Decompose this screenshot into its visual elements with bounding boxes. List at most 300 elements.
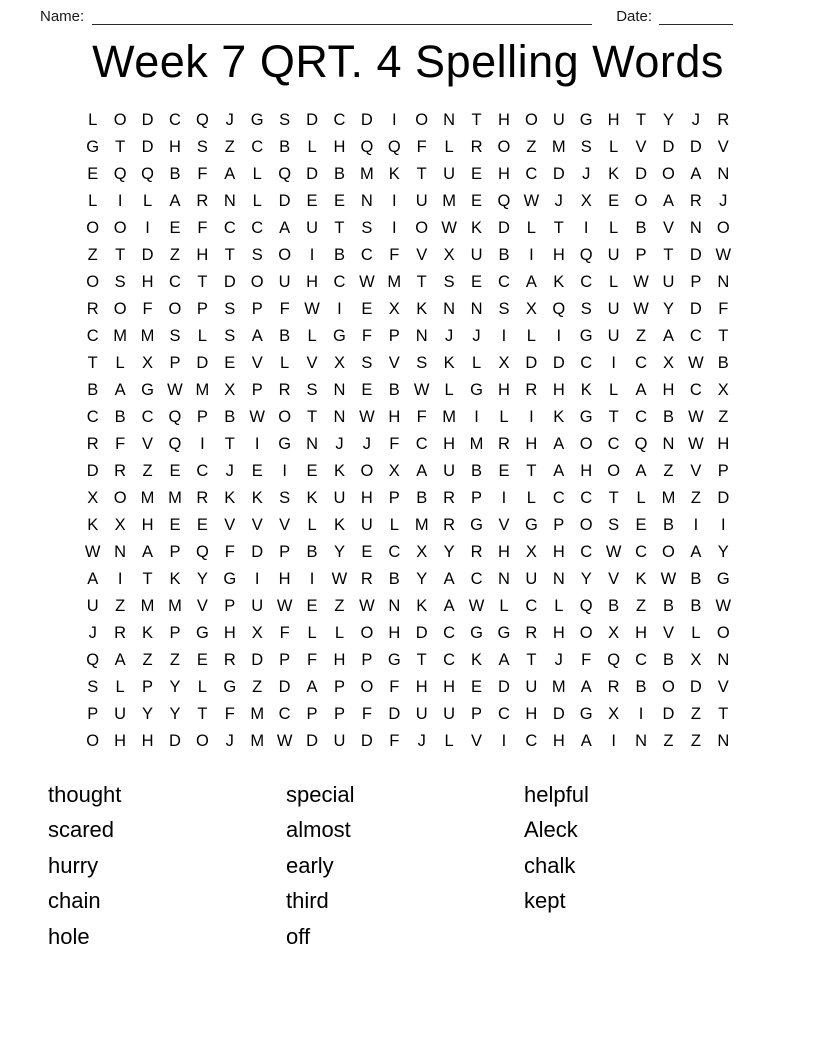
page-title: Week 7 QRT. 4 Spelling Words [92, 36, 724, 87]
grid-cell: A [443, 569, 455, 588]
grid-cell: C [689, 380, 702, 399]
grid-cell: J [225, 110, 234, 129]
grid-cell: P [142, 677, 154, 696]
grid-cell: P [471, 488, 483, 507]
grid-cell: L [252, 191, 262, 210]
grid-cell: L [554, 596, 564, 615]
grid-cell: D [635, 164, 647, 183]
grid-cell: O [278, 245, 292, 264]
grid-cell: O [168, 299, 182, 318]
grid-cell: Z [142, 461, 153, 480]
grid-cell: A [635, 461, 647, 480]
grid-cell: E [87, 164, 99, 183]
grid-cell: S [361, 353, 373, 372]
grid-cell: O [579, 623, 593, 642]
grid-cell: S [306, 380, 318, 399]
grid-cell: C [607, 434, 620, 453]
grid-cell: S [251, 245, 263, 264]
grid-cell: Q [360, 137, 374, 156]
grid-cell: H [662, 380, 675, 399]
grid-cell: L [636, 488, 646, 507]
grid-cell: B [388, 569, 400, 588]
word-list-item: kept [524, 888, 566, 914]
grid-cell: F [389, 245, 400, 264]
grid-cell: D [251, 650, 264, 669]
grid-cell: C [580, 488, 593, 507]
grid-cell: N [717, 164, 730, 183]
grid-cell: D [525, 353, 538, 372]
grid-cell: S [361, 218, 373, 237]
grid-cell: E [333, 191, 345, 210]
grid-cell: R [114, 623, 127, 642]
grid-cell: L [307, 137, 317, 156]
grid-cell: U [415, 191, 428, 210]
grid-cell: O [360, 623, 374, 642]
grid-cell: T [526, 461, 537, 480]
grid-cell: R [360, 569, 373, 588]
grid-cell: A [416, 461, 428, 480]
grid-cell: R [607, 677, 620, 696]
grid-cell: C [552, 488, 565, 507]
grid-cell: M [140, 326, 155, 345]
grid-cell: I [254, 569, 260, 588]
grid-cell: S [224, 326, 236, 345]
grid-cell: H [141, 272, 154, 291]
grid-cell: J [691, 110, 700, 129]
grid-cell: L [526, 488, 536, 507]
word-list-column [286, 777, 524, 955]
grid-cell: H [497, 380, 510, 399]
grid-cell: O [607, 461, 621, 480]
grid-cell: Z [142, 650, 153, 669]
grid-cell: V [279, 515, 291, 534]
grid-cell: U [443, 164, 456, 183]
grid-cell: U [360, 515, 373, 534]
grid-cell: H [525, 434, 538, 453]
grid-cell: U [662, 272, 675, 291]
grid-cell: O [579, 434, 593, 453]
grid-cell: Q [86, 650, 100, 669]
grid-cell: D [306, 164, 318, 183]
grid-cell: B [662, 596, 674, 615]
grid-cell: X [416, 542, 428, 561]
grid-cell: Z [169, 650, 180, 669]
grid-cell: O [634, 191, 648, 210]
grid-cell: T [416, 650, 427, 669]
grid-cell: C [443, 623, 456, 642]
grid-cell: E [471, 677, 483, 696]
grid-cell: G [387, 650, 401, 669]
grid-cell: Z [635, 596, 647, 615]
grid-cell: H [525, 704, 538, 723]
grid-cell: F [224, 542, 235, 561]
grid-cell: Z [224, 137, 235, 156]
grid-cell: M [140, 488, 155, 507]
grid-cell: O [250, 272, 264, 291]
grid-cell: W [441, 218, 457, 237]
grid-cell: F [361, 326, 372, 345]
grid-cell: O [662, 542, 675, 561]
grid-cell: X [443, 245, 455, 264]
grid-cell: C [497, 272, 510, 291]
grid-cell: U [333, 488, 346, 507]
grid-cell: Q [579, 596, 593, 615]
grid-cell: T [416, 272, 427, 291]
grid-cell: C [525, 596, 538, 615]
grid-cell: H [552, 542, 565, 561]
grid-cell: M [168, 488, 182, 507]
grid-cell: N [717, 272, 730, 291]
grid-cell: W [167, 380, 183, 399]
grid-cell: E [306, 596, 318, 615]
grid-cell: R [223, 650, 236, 669]
grid-cell: D [141, 110, 154, 129]
grid-cell: I [282, 461, 287, 480]
grid-cell: Z [169, 245, 180, 264]
grid-cell: W [413, 380, 430, 399]
grid-cell: A [635, 380, 647, 399]
grid-cell: M [551, 677, 566, 696]
grid-cell: Z [252, 677, 263, 696]
grid-cell: K [608, 164, 620, 183]
grid-cell: Q [497, 191, 511, 210]
grid-cell: Q [552, 299, 566, 318]
grid-cell: S [279, 110, 291, 129]
grid-cell: L [609, 218, 619, 237]
grid-cell: G [141, 380, 154, 399]
grid-cell: Q [168, 434, 182, 453]
grid-cell: L [307, 326, 317, 345]
grid-cell: U [278, 272, 291, 291]
grid-cell: T [718, 326, 729, 345]
grid-cell: I [391, 191, 397, 210]
grid-cell: T [115, 137, 126, 156]
date-label: Date: [616, 8, 653, 25]
grid-cell: D [306, 110, 318, 129]
grid-cell: L [609, 272, 619, 291]
grid-cell: N [306, 434, 318, 453]
grid-cell: M [414, 515, 429, 534]
grid-cell: I [693, 515, 699, 534]
grid-cell: C [635, 353, 647, 372]
grid-cell: P [388, 488, 400, 507]
grid-cell: X [388, 299, 400, 318]
grid-cell: L [334, 623, 345, 642]
grid-cell: R [497, 434, 510, 453]
grid-cell: X [114, 515, 126, 534]
grid-cell: S [114, 272, 126, 291]
grid-cell: E [361, 299, 373, 318]
grid-cell: A [525, 272, 537, 291]
grid-cell: R [717, 110, 730, 129]
grid-cell: F [197, 164, 208, 183]
grid-cell: P [388, 326, 400, 345]
grid-cell: P [333, 677, 345, 696]
grid-cell: L [471, 353, 482, 372]
grid-cell: C [251, 218, 264, 237]
grid-cell: H [552, 623, 565, 642]
grid-cell: E [361, 542, 373, 561]
grid-cell: Z [690, 488, 701, 507]
grid-cell: D [168, 731, 181, 750]
grid-cell: F [718, 299, 729, 318]
grid-cell: J [719, 191, 728, 210]
grid-cell: S [196, 137, 208, 156]
grid-cell: V [662, 218, 674, 237]
grid-cell: L [444, 137, 454, 156]
grid-cell: G [579, 326, 593, 345]
grid-cell: Y [333, 542, 345, 561]
grid-cell: N [497, 569, 510, 588]
grid-cell: Z [334, 596, 345, 615]
grid-cell: J [225, 731, 234, 750]
grid-cell: D [497, 218, 510, 237]
grid-cell: E [169, 515, 181, 534]
grid-cell: C [251, 137, 264, 156]
grid-cell: H [306, 272, 318, 291]
grid-cell: K [580, 380, 592, 399]
grid-cell: B [224, 407, 236, 426]
grid-cell: P [169, 623, 181, 642]
grid-cell: R [196, 191, 209, 210]
grid-cell: D [278, 677, 291, 696]
grid-cell: X [608, 623, 620, 642]
grid-cell: U [470, 245, 483, 264]
grid-cell: E [306, 191, 318, 210]
grid-cell: K [306, 488, 318, 507]
grid-cell: P [196, 407, 208, 426]
grid-cell: B [717, 353, 729, 372]
grid-cell: M [442, 191, 456, 210]
grid-cell: V [196, 596, 208, 615]
grid-cell: D [141, 137, 154, 156]
grid-cell: G [470, 623, 483, 642]
grid-cell: B [87, 380, 99, 399]
grid-cell: F [279, 623, 290, 642]
grid-cell: G [86, 137, 100, 156]
grid-cell: C [689, 326, 702, 345]
grid-cell: C [635, 407, 647, 426]
grid-cell: H [196, 245, 209, 264]
grid-cell: A [142, 542, 154, 561]
grid-cell: E [471, 164, 483, 183]
grid-cell: C [635, 650, 647, 669]
grid-cell: W [359, 596, 375, 615]
grid-cell: E [361, 380, 373, 399]
grid-cell: G [497, 623, 511, 642]
grid-cell: V [635, 137, 647, 156]
grid-cell: Y [196, 569, 208, 588]
grid-cell: Z [87, 245, 98, 264]
grid-cell: T [224, 245, 235, 264]
grid-cell: Q [278, 164, 292, 183]
grid-cell: T [471, 110, 482, 129]
grid-cell: D [415, 623, 428, 642]
grid-cell: W [84, 542, 101, 561]
grid-cell: C [580, 542, 593, 561]
grid-cell: W [276, 731, 293, 750]
grid-cell: Q [387, 137, 401, 156]
grid-cell: S [169, 326, 181, 345]
grid-cell: D [360, 731, 373, 750]
grid-cell: L [197, 326, 207, 345]
grid-cell: Q [113, 164, 127, 183]
grid-cell: I [501, 326, 507, 345]
grid-cell: U [607, 299, 620, 318]
grid-cell: W [715, 596, 732, 615]
grid-cell: C [443, 650, 456, 669]
grid-cell: C [415, 434, 428, 453]
grid-cell: V [224, 515, 236, 534]
grid-cell: X [717, 380, 729, 399]
grid-cell: P [635, 245, 647, 264]
grid-cell: N [360, 191, 373, 210]
grid-cell: C [196, 461, 209, 480]
grid-cell: E [169, 218, 181, 237]
grid-cell: N [662, 434, 675, 453]
grid-cell: O [662, 164, 675, 183]
grid-cell: T [663, 245, 674, 264]
grid-cell: H [552, 731, 565, 750]
word-search-grid [79, 107, 737, 755]
grid-cell: Y [169, 704, 181, 723]
grid-cell: W [249, 407, 265, 426]
grid-cell: Z [718, 407, 729, 426]
grid-cell: I [529, 407, 534, 426]
grid-cell: D [552, 164, 565, 183]
grid-cell: N [717, 731, 730, 750]
grid-cell: N [717, 650, 730, 669]
grid-cell: A [87, 569, 99, 588]
grid-cell: V [416, 245, 428, 264]
header [0, 0, 816, 25]
grid-cell: Q [579, 245, 593, 264]
grid-cell: C [497, 704, 510, 723]
word-list [48, 777, 816, 955]
grid-cell: W [276, 596, 293, 615]
grid-cell: X [333, 353, 345, 372]
name-field-line [92, 9, 592, 25]
grid-cell: O [278, 407, 292, 426]
grid-cell: T [553, 218, 564, 237]
grid-cell: C [360, 245, 373, 264]
grid-cell: B [662, 650, 674, 669]
grid-cell: W [468, 596, 485, 615]
grid-cell: N [443, 299, 456, 318]
word-list-item: hurry [48, 852, 99, 878]
grid-cell: C [388, 542, 401, 561]
grid-cell: P [333, 704, 345, 723]
grid-cell: L [499, 596, 509, 615]
grid-cell: E [635, 515, 647, 534]
grid-cell: O [716, 623, 730, 642]
grid-cell: D [662, 137, 675, 156]
grid-cell: V [498, 515, 510, 534]
grid-cell: M [140, 596, 155, 615]
grid-cell: I [583, 218, 589, 237]
grid-cell: C [525, 731, 538, 750]
grid-cell: T [635, 110, 647, 129]
grid-cell: Y [580, 569, 592, 588]
grid-cell: D [552, 353, 565, 372]
grid-cell: K [416, 596, 428, 615]
grid-cell: U [415, 704, 428, 723]
grid-cell: K [333, 461, 345, 480]
grid-cell: G [716, 569, 730, 588]
grid-cell: R [470, 542, 483, 561]
grid-cell: D [306, 731, 318, 750]
grid-cell: Y [169, 677, 181, 696]
grid-cell: O [497, 137, 511, 156]
grid-cell: P [553, 515, 565, 534]
grid-cell: O [86, 272, 100, 291]
grid-cell: N [443, 110, 456, 129]
grid-cell: P [690, 272, 702, 291]
grid-cell: F [389, 434, 400, 453]
grid-cell: O [716, 218, 730, 237]
grid-cell: D [662, 704, 675, 723]
grid-cell: L [389, 515, 399, 534]
grid-cell: H [388, 623, 401, 642]
grid-cell: D [552, 704, 565, 723]
grid-cell: T [87, 353, 98, 372]
grid-cell: F [416, 407, 427, 426]
grid-cell: I [556, 326, 562, 345]
grid-cell: G [195, 623, 209, 642]
grid-cell: X [224, 380, 236, 399]
grid-cell: X [525, 542, 537, 561]
grid-cell: R [86, 434, 99, 453]
grid-cell: D [388, 704, 401, 723]
grid-cell: K [635, 569, 647, 588]
grid-cell: Z [690, 731, 701, 750]
grid-cell: H [333, 650, 346, 669]
grid-cell: S [580, 299, 592, 318]
grid-cell: A [662, 326, 674, 345]
grid-cell: C [168, 272, 181, 291]
grid-cell: I [501, 488, 507, 507]
grid-cell: H [552, 380, 565, 399]
grid-cell: F [306, 650, 318, 669]
grid-cell: S [416, 353, 428, 372]
grid-cell: H [635, 623, 647, 642]
grid-cell: B [279, 326, 291, 345]
grid-cell: A [580, 677, 592, 696]
grid-cell: A [580, 731, 592, 750]
grid-cell: O [524, 110, 538, 129]
grid-cell: H [141, 515, 154, 534]
grid-cell: G [278, 434, 292, 453]
grid-cell: T [526, 650, 537, 669]
grid-cell: T [718, 704, 729, 723]
grid-cell: Y [662, 110, 674, 129]
grid-cell: Y [142, 704, 154, 723]
grid-cell: C [470, 569, 483, 588]
grid-cell: J [554, 191, 563, 210]
grid-cell: L [280, 353, 290, 372]
grid-cell: H [580, 461, 593, 480]
grid-cell: B [662, 515, 674, 534]
grid-cell: O [662, 677, 675, 696]
grid-cell: S [608, 515, 620, 534]
grid-cell: M [442, 407, 456, 426]
grid-cell: K [224, 488, 236, 507]
grid-cell: K [333, 515, 345, 534]
grid-cell: J [417, 731, 426, 750]
grid-cell: Q [607, 650, 621, 669]
grid-cell: X [142, 353, 154, 372]
grid-cell: L [252, 164, 262, 183]
